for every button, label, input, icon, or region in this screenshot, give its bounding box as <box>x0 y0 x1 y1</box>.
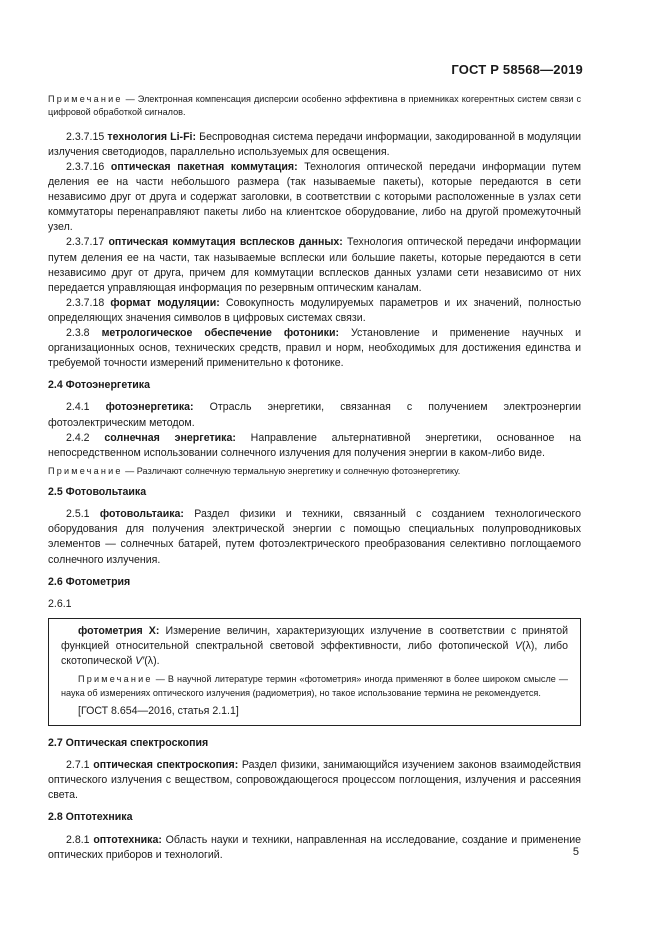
note-text: — Различают солнечную термальную энергетику и солнечную фотоэнергетику. <box>122 465 461 476</box>
term-definition: Совокупность модулируемых параметров и их значений, полностью определяющих значения символов в цифровых системах связи. <box>48 296 582 324</box>
term-2-5-1 <box>48 507 581 567</box>
term-2-4-2 <box>48 431 581 461</box>
note-prefix: Примечание <box>48 465 123 476</box>
term-number: 2.3.7.15 <box>66 130 108 143</box>
term-definition: Отрасль энергетики, связанная с получением электроэнергии фотоэлектрическим методом. <box>48 401 581 429</box>
term-definition-a: Измерение величин, характеризующих излучение в соответствии с принятой функцией относительной спектральной световой эффективности, либо фотопической <box>61 624 569 652</box>
term-title: фотовольтаика: <box>99 508 184 521</box>
page-content <box>48 93 581 863</box>
term-number: 2.4.2 <box>66 431 105 444</box>
term-number: 2.5.1 <box>66 508 100 521</box>
term-definition: Направление альтернативной энергетики, основанное на непосредственном использовании солнечного излучения для получения энергии в каком-либо виде. <box>48 431 581 459</box>
term-definition: Технология оптической передачи информации путем деления ее на части небольшого размера (так называемые пакеты), которые передаются в сети независимо друг от друга и содержат заголовки, в соответствии с которыми расположенные в узлах сети коммутаторы перенаправляют пакеты либо на клиентское оборудование, либо на другой промежуточный узел. <box>48 161 581 234</box>
term-definition: Раздел физики и техники, связанный с созданием технологического оборудования для получения электрической энергии с помощью специальных полупроводниковых элементов — солнечных батарей, путем фотоэлектрического преобразования селективно поглощаемого солнечного излучения. <box>48 508 581 566</box>
term-2-3-7-16 <box>48 160 581 235</box>
section-heading-2-8: 2.8 Оптотехника <box>48 811 133 824</box>
photometry-definition <box>61 624 568 669</box>
note-text: — Электронная компенсация дисперсии особенно эффективна в приемниках когерентных систем связи с цифровой обработкой сигналов. <box>48 94 581 118</box>
term-definition: Беспроводная система передачи информации, закодированной в модуляции излучения светодиодов, параллельно используемых для освещения. <box>48 130 581 158</box>
term-title: формат модуляции: <box>110 296 220 309</box>
term-title: оптотехника: <box>93 833 162 846</box>
term-number: 2.3.7.16 <box>66 161 111 173</box>
note-dispersion <box>48 93 581 120</box>
term-number: 2.7.1 <box>66 759 94 772</box>
page-number: 5 <box>572 846 579 858</box>
term-2-3-7-15 <box>48 130 581 160</box>
term-2-3-8 <box>48 326 581 371</box>
term-2-7-1 <box>48 758 581 803</box>
term-title: метрологическое обеспечение фотоники: <box>101 327 339 340</box>
term-2-3-7-18 <box>48 296 581 326</box>
term-2-3-7-17 <box>48 235 581 295</box>
photometry-definition-box <box>48 618 581 726</box>
term-title: солнечная энергетика: <box>104 431 236 444</box>
section-heading-2-7: 2.7 Оптическая спектроскопия <box>48 737 209 750</box>
term-title: оптическая спектроскопия: <box>93 759 239 772</box>
term-number: 2.3.7.18 <box>66 296 111 309</box>
note-prefix: Примечание <box>78 674 153 685</box>
term-title: фотоэнергетика: <box>105 401 194 414</box>
note-photometry <box>61 673 568 700</box>
term-definition-c: (λ). <box>144 655 160 668</box>
term-definition: Область науки и техники, направленная на исследование, создание и применение оптических приборов и технологий. <box>48 833 581 861</box>
symbol-v-prime: V′ <box>135 655 145 668</box>
symbol-v: V <box>514 639 523 652</box>
section-heading-2-5: 2.5 Фотовольтаика <box>48 486 147 499</box>
note-prefix: Примечание <box>48 94 123 104</box>
term-number: 2.3.7.17 <box>66 236 109 249</box>
term-2-4-1 <box>48 400 581 430</box>
source-reference: [ГОСТ 8.654—2016, статья 2.1.1] <box>78 704 239 717</box>
section-heading-2-6: 2.6 Фотометрия <box>48 575 131 588</box>
term-title: технология Li-Fi: <box>107 130 197 143</box>
term-number-2-6-1: 2.6.1 <box>48 597 72 610</box>
section-heading-2-4: 2.4 Фотоэнергетика <box>48 379 150 392</box>
term-number: 2.3.8 <box>66 327 102 340</box>
term-title: оптическая пакетная коммутация: <box>110 161 298 173</box>
term-title: оптическая коммутация всплесков данных: <box>108 236 343 249</box>
term-definition: Раздел физики, занимающийся изучением законов взаимодействия оптического излучения с веществом, сопровождающегося процессом поглощения, излучения и рассеяния света. <box>48 759 581 802</box>
term-number: 2.4.1 <box>66 401 106 414</box>
term-number: 2.8.1 <box>66 833 94 846</box>
term-title: фотометрия X: <box>78 624 160 637</box>
note-solar <box>48 465 581 478</box>
term-definition: Установление и применение научных и организационных основ, технических средств, правил и норм, необходимых для достижения единства и требуемой точности измерений применительно к фотонике. <box>48 327 581 370</box>
document-code: ГОСТ Р 58568—2019 <box>451 62 583 77</box>
note-text: — В научной литературе термин «фотометрия» иногда применяют в более широком смысле — наука об измерениях оптического излучения (радиометрия), но такое использование термина не рекомендуется. <box>61 674 568 698</box>
term-definition-b: (λ), либо скотопической <box>61 639 568 668</box>
term-2-8-1 <box>48 833 581 863</box>
term-definition: Технология оптической передачи информации путем деления ее на части, так называемые всплески или большие пакеты, которые передаются в сети независимо друг от друга, причем для коммутации всплесков данных узлами сети независимо от них передается управляющая информация по резервным оптическим каналам. <box>48 236 582 294</box>
